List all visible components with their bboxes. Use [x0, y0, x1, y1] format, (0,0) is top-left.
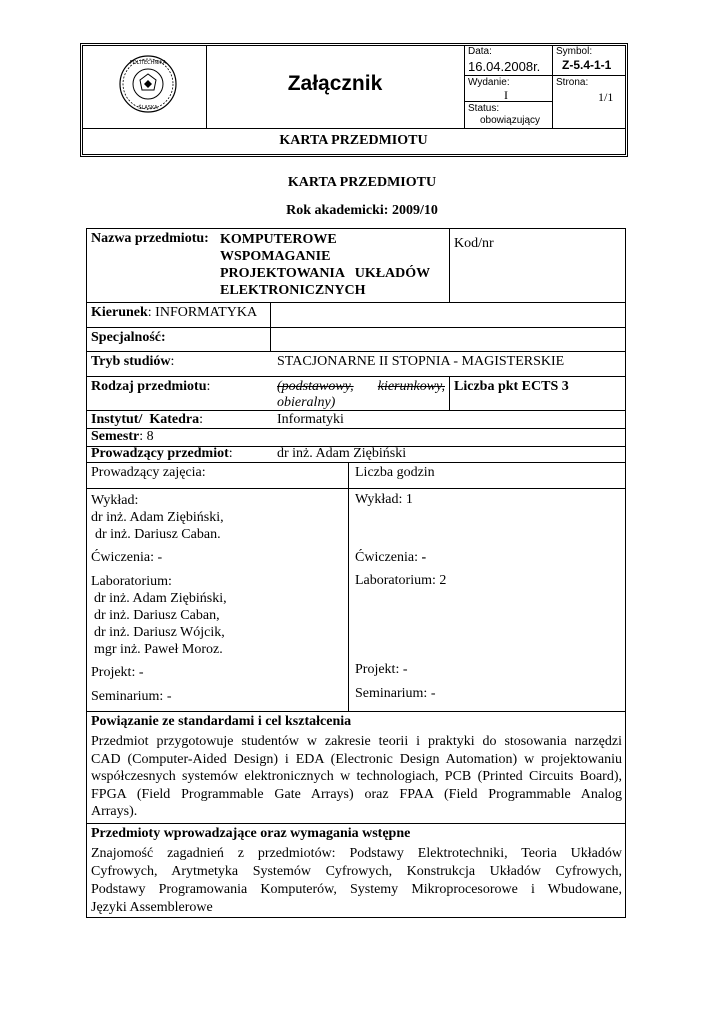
page-value: 1/1: [598, 90, 614, 104]
status-value: obowiązujący: [480, 115, 541, 126]
prereq-line: Cyfrowych, Arytmetyka Systemów Cyfrowych, Konstrukcja Układów Cyfrowych,: [91, 864, 622, 879]
edition-label: Wydanie:: [468, 77, 510, 88]
edition-value: I: [504, 88, 508, 102]
semester-value: : 8: [139, 429, 154, 444]
field-row: [91, 305, 257, 321]
prereq-text: [91, 845, 622, 917]
teachers-label: Prowadzący zajęcia:: [91, 465, 206, 480]
date-label: Data:: [468, 46, 492, 57]
page-label: Strona:: [556, 77, 589, 88]
semester-label: Semestr: [91, 429, 140, 444]
subject-line: WSPOMAGANIE: [220, 249, 331, 264]
subject-label: Nazwa przedmiotu:: [91, 231, 209, 246]
lecture-hours: Wykład: 1: [355, 492, 413, 507]
type-label: Rodzaj przedmiotu: [91, 379, 207, 394]
svg-text:POLITECHNIKA: POLITECHNIKA: [129, 60, 167, 66]
exercises-hours-value: -: [421, 550, 427, 565]
type-option-elective: obieralny): [277, 395, 336, 410]
institute-colon: :: [199, 412, 204, 427]
lab-teachers: [91, 573, 227, 658]
academic-year: Rok akademicki: 2009/10: [286, 203, 438, 218]
subject-line: KOMPUTEROWE: [220, 232, 337, 247]
prereq-line: Podstawy Programowania Komputerów, Systemy Mikroprocesorowe i Wbudowane,: [91, 882, 622, 897]
prereq-heading: Przedmioty wprowadzające oraz wymagania wstępne: [91, 826, 411, 841]
lead-colon: :: [228, 446, 233, 461]
institute-value: Informatyki: [277, 412, 344, 427]
subject-name: [220, 231, 446, 299]
prereq-line: Języki Assemblerowe: [91, 900, 213, 915]
header-banner: KARTA PRZEDMIOTU: [279, 133, 428, 148]
project-label: Projekt: -: [91, 665, 144, 680]
standards-line: CAD (Computer-Aided Design) i EDA (Electronic Design Automation) w projektowaniu: [91, 751, 622, 767]
standards-line: Arrays).: [91, 804, 138, 819]
status-label: Status:: [468, 103, 500, 114]
type-options: [277, 379, 445, 411]
lead-value: dr inż. Adam Ziębiński: [277, 446, 407, 461]
type-row: [91, 379, 210, 395]
institute-label: Instytut/ Katedra: [91, 412, 200, 427]
lead-row: [91, 446, 233, 462]
mode-colon: :: [170, 354, 175, 369]
standards-text: [91, 733, 622, 821]
semester-row: [91, 429, 154, 445]
header-title: Załącznik: [287, 72, 383, 95]
seminar-hours: Seminarium: -: [355, 686, 436, 701]
seminar-label: Seminarium: -: [91, 689, 172, 704]
mode-label: Tryb studiów: [91, 354, 171, 369]
prereq-line: Znajomość zagadnień z przedmiotów: Podstawy Elektrotechniki, Teoria Układów: [91, 846, 622, 861]
type-option-basic: (podstawowy,: [277, 379, 354, 394]
date-value: 16.04.2008r.: [468, 59, 541, 74]
type-colon: :: [206, 379, 211, 394]
teacher-name: dr inż. Adam Ziębiński,: [94, 591, 227, 606]
lecture-label: Wykład:: [91, 493, 139, 508]
symbol-value: Z-5.4-1-1: [562, 58, 612, 72]
code-label: Kod/nr: [454, 236, 494, 251]
svg-text:ŚLĄSKA: ŚLĄSKA: [138, 105, 158, 111]
mode-value: STACJONARNE II STOPNIA - MAGISTERSKIE: [277, 354, 565, 369]
mode-row: [91, 354, 174, 370]
institute-row: [91, 412, 203, 428]
symbol-label: Symbol:: [556, 46, 593, 57]
doc-title: KARTA PRZEDMIOTU: [287, 175, 437, 190]
teacher-name: mgr inż. Paweł Moroz.: [94, 642, 223, 657]
subject-line: ELEKTRONICZNYCH: [220, 283, 366, 298]
ects-points: Liczba pkt ECTS 3: [454, 379, 569, 394]
university-seal-icon: [118, 54, 178, 114]
exercises-hours-label: Ćwiczenia:: [355, 550, 418, 565]
lecture-teachers: [91, 492, 224, 543]
project-hours: Projekt: -: [355, 662, 408, 677]
lab-hours: Laboratorium: 2: [355, 573, 447, 588]
subject-line: PROJEKTOWANIA UKŁADÓW: [220, 266, 431, 281]
lab-label: Laboratorium:: [91, 574, 172, 589]
teacher-name: dr inż. Dariusz Caban.: [95, 527, 221, 542]
standards-line: Przedmiot przygotowuje studentów w zakresie teorii i praktyki do stosowania narzędzi: [91, 734, 622, 749]
exercises-label: Ćwiczenia: -: [91, 550, 163, 565]
specialty-label: Specjalność:: [91, 330, 166, 345]
field-label: Kierunek: [91, 305, 148, 320]
teacher-name: dr inż. Dariusz Wójcik,: [94, 625, 225, 640]
teacher-name: dr inż. Adam Ziębiński,: [91, 510, 224, 525]
exercises-hours: [355, 550, 426, 566]
field-value: : INFORMATYKA: [147, 305, 258, 320]
lead-label: Prowadzący przedmiot: [91, 446, 229, 461]
standards-line: współczesnych systemów elektronicznych w technologiach, PCB (Printed Circuits Board),: [91, 769, 622, 784]
standards-heading: Powiązanie ze standardami i cel kształcenia: [91, 714, 352, 729]
hours-label: Liczba godzin: [355, 465, 435, 480]
teacher-name: dr inż. Dariusz Caban,: [94, 608, 220, 623]
type-option-major: kierunkowy,: [377, 379, 445, 394]
standards-line: FPGA (Field Programmable Gate Arrays) oraz FPAA (Field Programmable Analog: [91, 786, 622, 802]
